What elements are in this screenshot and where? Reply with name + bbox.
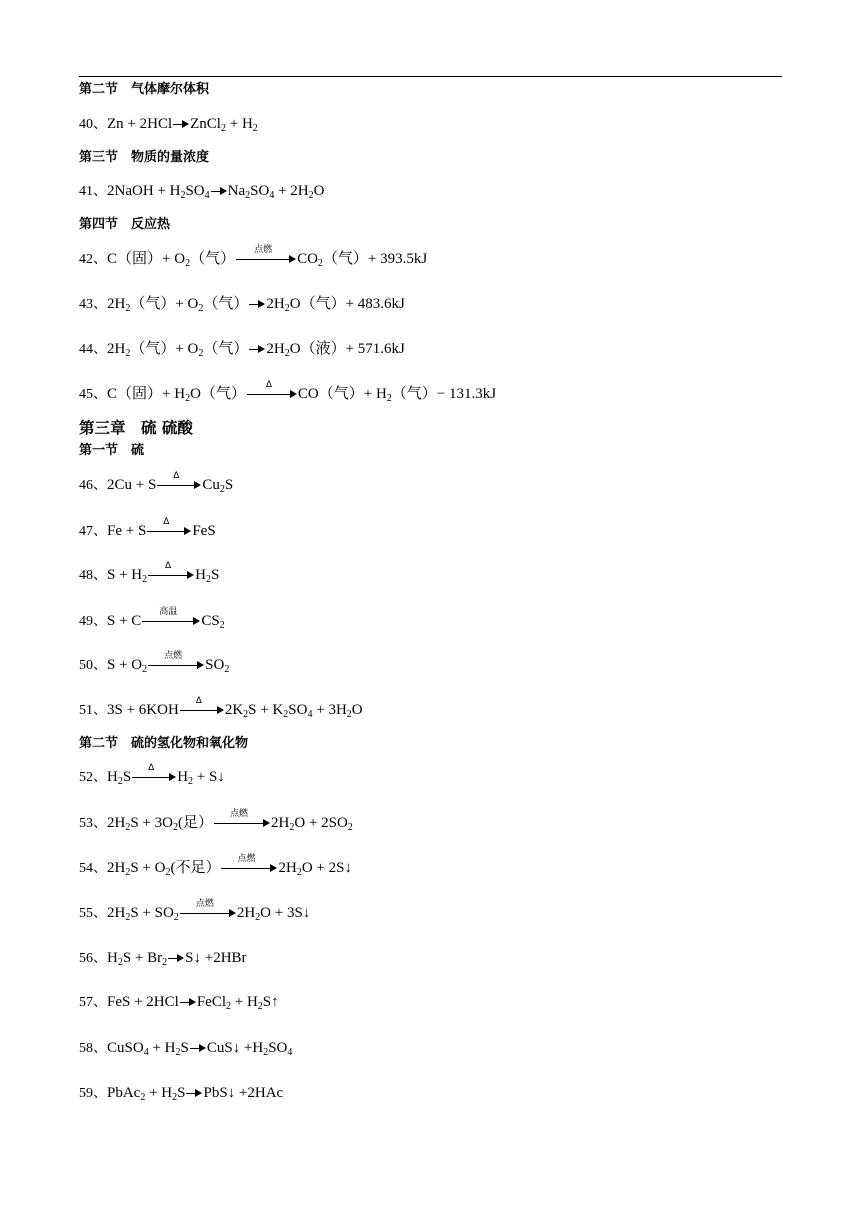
equation-51: 51、3S + 6KOH Δ $2K_2S + K_2SO_4 + 3H_2O$ [79,695,363,720]
section-heading: 第二节 气体摩尔体积 [79,82,210,97]
section-heading: 第一节 硫 [79,443,145,458]
section-heading: 第四节 反应热 [79,217,171,232]
section-heading: 第三节 物质的量浓度 [79,150,210,165]
equation-55: 55、$2H_2S + SO_2$ 点燃 $2H_2O$ + 3S↓ [79,898,311,923]
equation-42: 42、C（固）+ $O_2$（气） 点燃 $CO_2$（气）+ 393.5kJ [79,244,428,269]
equation-54: 54、$2H_2S + O_2$(不足） 点燃 $2H_2O$ + 2S↓ [79,853,352,878]
equation-40: 40、Zn + 2HCl ZnCl$_2$ + $H_2$ [79,116,258,134]
equation-57: 57、FeS + 2HCl FeCl$_2$ + $H_2S↑$ [79,994,279,1012]
equation-47: 47、Fe + S Δ FeS [79,516,216,539]
equation-59: 59、PbAc$_2$ + $H_2S$ PbS↓ +2HAc [79,1085,284,1103]
equation-45: 45、C（固）+ $H_2O$（气） Δ CO（气）+ $H_2$（气）− 131.3kJ [79,379,497,404]
equation-46: 46、2Cu + S Δ $Cu_2S$ [79,470,234,495]
equation-43: 43、$2H_2$（气）+ $O_2$（气） $2H_2O$（气）+ 483.6kJ [79,296,405,314]
equation-50: 50、$S + O_2$ 点燃 $SO_2$ [79,650,230,675]
section-heading: 第二节 硫的氢化物和氧化物 [79,736,249,751]
equation-56: 56、$H_2S + Br_2$ S↓ +2HBr [79,950,247,968]
chapter-heading: 第三章 硫 硫酸 [79,419,193,437]
equation-44: 44、$2H_2$（气）+ $O_2$（气） $2H_2O$（液）+ 571.6kJ [79,341,405,359]
equation-58: 58、CuSO$_4$ + $H_2S$ CuS↓ $+H_2SO_4$ [79,1040,293,1058]
equation-52: 52、$H_2S$ Δ $H_2$ + S↓ [79,762,225,787]
equation-49: 49、S + C 高温 $CS_2$ [79,606,225,631]
header-rule [79,76,782,77]
equation-48: 48、$S + H_2$ Δ $H_2S$ [79,560,220,585]
equation-41: 41、2NaOH + $H_2SO_4$ $Na_2SO_4 + 2H_2O$ [79,183,325,201]
equation-53: 53、$2H_2S + 3O_2$(足） 点燃 $2H_2O + 2SO_2$ [79,808,353,833]
